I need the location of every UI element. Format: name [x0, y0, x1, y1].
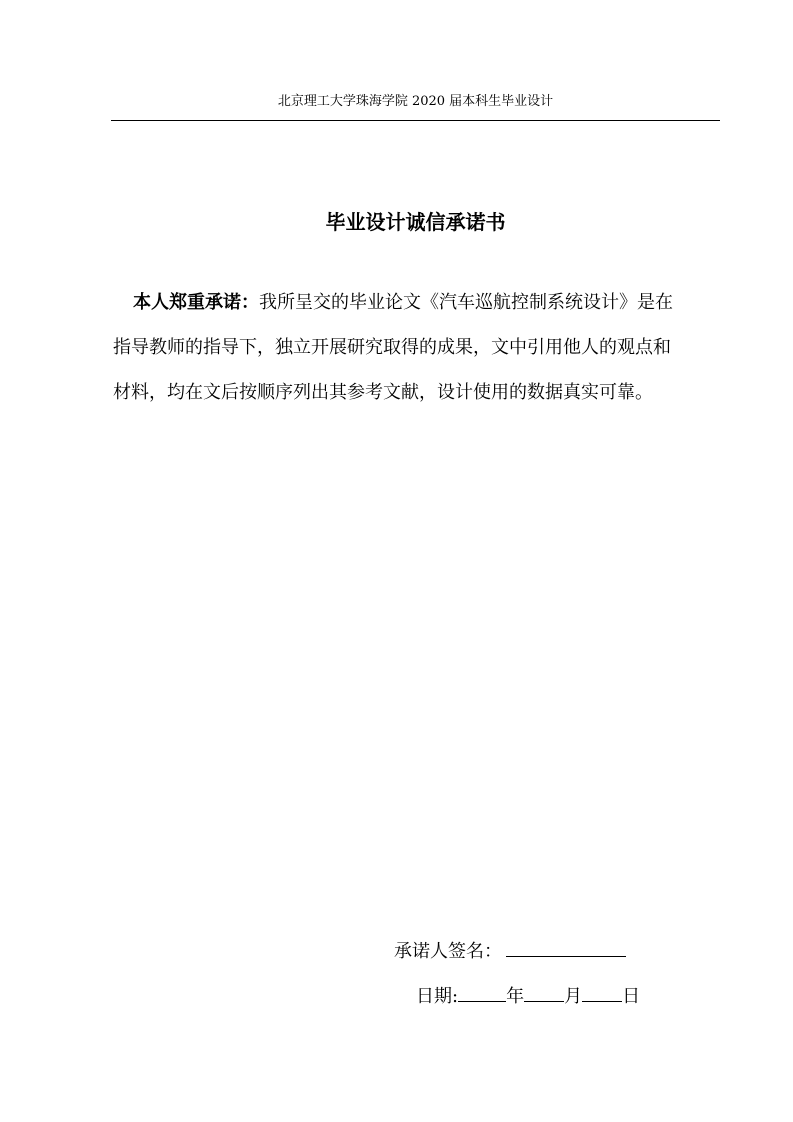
- running-header: 北京理工大学珠海学院 2020 届本科生毕业设计: [277, 94, 554, 109]
- pledge-body: 我所呈交的毕业论文《汽车巡航控制系统设计》是在指导教师的指导下，独立开展研究取得的成果，文中引用他人的观点和材料，均在文后按顺序列出其参考文献，设计使用的数据真实可靠。: [113, 292, 673, 403]
- day-unit: 日: [622, 986, 641, 1007]
- year-blank[interactable]: [458, 981, 506, 1002]
- date-label: 日期:: [416, 986, 459, 1007]
- date-row: [416, 981, 640, 1011]
- month-unit: 月: [564, 986, 583, 1007]
- signature-label: 承诺人签名：: [394, 941, 502, 962]
- signature-blank[interactable]: [506, 936, 626, 957]
- pledge-paragraph: [113, 280, 685, 415]
- pledge-lead: 本人郑重承诺：: [133, 292, 259, 313]
- day-blank[interactable]: [582, 981, 622, 1002]
- month-blank[interactable]: [524, 981, 564, 1002]
- year-unit: 年: [506, 986, 525, 1007]
- document-title: 毕业设计诚信承诺书: [325, 210, 506, 234]
- signature-row: [394, 936, 626, 966]
- header-divider: [111, 120, 720, 121]
